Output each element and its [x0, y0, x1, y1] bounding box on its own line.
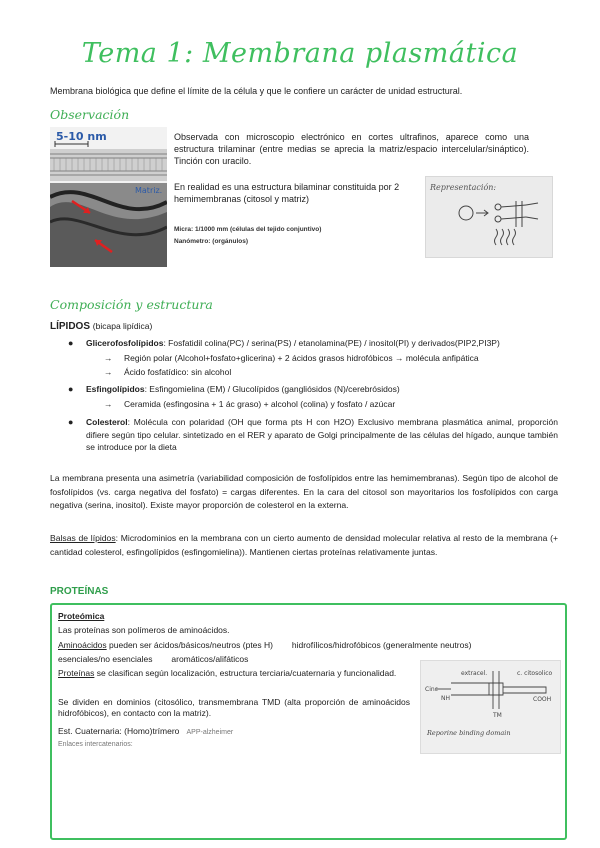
proteinas-line-6: Est. Cuaternaria: (Homo)trímero APP-alzheimer: [58, 726, 234, 736]
section-composicion: Composición y estructura: [50, 297, 213, 312]
section-observacion: Observación: [50, 107, 130, 122]
proteinas-line-7: Enlaces intercatenarios:: [58, 741, 133, 748]
proteinas-line-4: Proteínas se clasifican según localización, estructura terciaria/cuaternaria y funcionalidad.: [58, 668, 397, 678]
svg-text:Cinc: Cinc: [425, 686, 438, 693]
list-item-glicerofosfolipidos: ● Glicerofosfolípidos: Fosfatidil colina(PC) / serina(PS) / etanolamina(PE) / inositol(PI) y derivados(PIP2,PI3P): [68, 338, 500, 348]
proteinas-line-2: Aminoácidos pueden ser ácidos/básicos/neutros (ptes H) hidrofílicos/hidrofóbicos (generalmente neutros): [58, 640, 472, 650]
list-item-colesterol: ● Colesterol: Molécula con polaridad (OH que forma pts H con H2O) Exclusivo membrana plasmática animal, proporción difiere según tipo celular. sintetizado en el RER y aparato de Golgi principalmente de las células del hígado, aunque también se introduce por la dieta: [68, 417, 558, 452]
balsas-paragraph: Balsas de lípidos: Microdominios en la membrana con un cierto aumento de densidad molecular relativa al resto de la membrana (+ cantidad colesterol, esfingolípidos (esfingomielina)). Mantienen ciertas proteínas relativamente juntas.: [50, 533, 558, 557]
micra-note: Micra: 1/1000 mm (células del tejido conjuntivo): [174, 226, 322, 233]
proteinas-line-5: Se dividen en dominios (citosólico, transmembrana TMD (alta proporción de aminoácidos hidrofóbicos), en contacto con la matriz).: [58, 697, 410, 718]
sub-item-region-polar: → Región polar (Alcohol+fosfato+glicerina) + 2 ácidos grasos hidrofóbicos → molécula anfipática: [104, 353, 479, 363]
sub-item-ceramida: → Ceramida (esfingosina + 1 ác graso) + alcohol (colina) y fosfato / azúcar: [104, 399, 396, 409]
domain-sketch-label: Reporine binding domain: [427, 729, 511, 737]
svg-text:TM: TM: [493, 712, 502, 719]
sub-item-acido-fosfatidico: → Ácido fosfatídico: sin alcohol: [104, 367, 232, 377]
svg-text:NH: NH: [441, 695, 450, 702]
svg-text:COOH: COOH: [533, 696, 552, 703]
svg-text:c. citosolico: c. citosolico: [517, 670, 553, 677]
intro-text: Membrana biológica que define el límite de la célula y que le confiere un carácter de unidad estructural.: [50, 86, 463, 96]
representation-sketch: [425, 176, 553, 258]
list-item-esfingolipidos: ● Esfingolípidos: Esfingomielina (EM) / Glucolípidos (gangliósidos (N)/cerebrósidos): [68, 384, 400, 394]
proteinas-line-3: esenciales/no esenciales aromáticos/alifáticos: [58, 654, 249, 664]
representation-label: Representación:: [430, 183, 497, 192]
page-title: Tema 1: Membrana plasmática: [81, 38, 519, 69]
nanometro-note: Nanómetro: (orgánulos): [174, 238, 249, 245]
micrograph-image: [50, 127, 167, 267]
lipidos-heading: LÍPIDOS (bicapa lipídica): [50, 321, 153, 332]
proteomica-heading: Proteómica: [58, 611, 105, 621]
svg-text:extracel.: extracel.: [461, 670, 488, 677]
proteinas-line-1: Las proteínas son polímeros de aminoácidos.: [58, 625, 230, 635]
proteinas-heading: PROTEÍNAS: [50, 586, 109, 597]
observacion-paragraph-2: En realidad es una estructura bilaminar constituida por 2 hemimembranas (citosol y matriz): [174, 182, 400, 205]
micrograph-scale-label: 5-10 nm: [56, 130, 107, 143]
domain-sketch: [420, 660, 561, 754]
micrograph-matrix-label: Matriz.: [135, 186, 163, 195]
asimetria-paragraph: La membrana presenta una asimetría (variabilidad composición de fosfolípidos entre las hemimembranas). Según tipo de alcohol de fosfolípidos (vs. carga negativa del fosfato) = cargas diferentes. En la cara del citosol son mayoritarios los fosfolípidos con carga negativa (serina, inositol). Existe mayor proporción de colesterol en la externa.: [50, 473, 558, 510]
observacion-paragraph-1: Observada con microscopio electrónico en cortes ultrafinos, aparece como una estructura trilaminar (entre medias se aprecia la matriz/espacio intercelular/sináptico). Tinción con uracilo.: [174, 132, 529, 167]
